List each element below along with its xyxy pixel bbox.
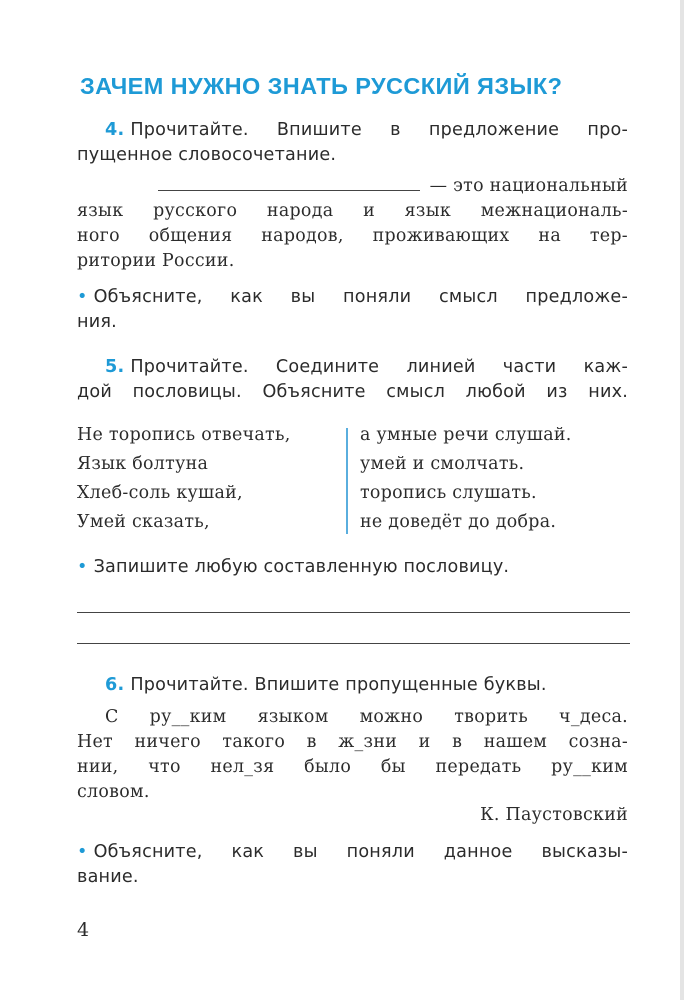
- ex4-answer-blank[interactable]: [158, 176, 420, 191]
- ex4-task-line-1: 4. Прочитайте. Впишите в предложение про-: [105, 120, 628, 140]
- ex5-bullet: • Запишите любую составленную пословицу.: [77, 557, 510, 577]
- ex6-text-line-2: Нет ничего такого в ж_зни и в нашем созна-: [77, 732, 628, 752]
- column-divider: [346, 428, 348, 534]
- quote-author: К. Паустовский: [480, 805, 628, 825]
- ex6-text-line-3: нии, что нел_зя было бы передать ру__ким: [77, 757, 628, 777]
- ex4-text-line-4: ритории России.: [77, 251, 235, 271]
- proverb-left-1: Не торопись отвечать,: [77, 425, 291, 445]
- bullet-icon: •: [77, 557, 88, 577]
- bullet-icon: •: [77, 287, 88, 307]
- writing-line-1[interactable]: [77, 612, 630, 613]
- bullet-icon: •: [77, 842, 88, 862]
- ex6-text-line-1: С ру__ким языком можно творить ч_деса.: [105, 707, 628, 727]
- ex4-number: 4.: [105, 120, 125, 140]
- proverb-left-3: Хлеб-соль кушай,: [77, 483, 243, 503]
- proverb-right-2: умей и смолчать.: [360, 454, 525, 474]
- ex4-text-line-3: ного общения народов, проживающих на тер-: [77, 226, 628, 246]
- ex4-text-line-2: язык русского народа и язык межнациональ-: [77, 201, 628, 221]
- ex6-text-line-4: словом.: [77, 782, 150, 802]
- ex5-task-line-1: 5. Прочитайте. Соедините линией части каж-: [105, 357, 628, 377]
- proverb-left-4: Умей сказать,: [77, 512, 210, 532]
- proverb-right-4: не доведёт до добра.: [360, 512, 557, 532]
- ex6-number: 6.: [105, 675, 125, 695]
- ex4-text-line-1: — это национальный: [105, 174, 628, 198]
- ex6-bullet-line-1: • Объясните, как вы поняли данное высказы-: [77, 842, 628, 862]
- writing-line-2[interactable]: [77, 643, 630, 644]
- page-title: ЗАЧЕМ НУЖНО ЗНАТЬ РУССКИЙ ЯЗЫК?: [80, 73, 563, 99]
- proverb-left-2: Язык болтуна: [77, 454, 209, 474]
- proverb-right-1: а умные речи слушай.: [360, 425, 572, 445]
- ex4-task-line-2: пущенное словосочетание.: [77, 145, 337, 165]
- ex4-bullet-line-1: • Объясните, как вы поняли смысл предложе-: [77, 287, 628, 307]
- page-edge: [680, 0, 684, 1000]
- ex6-bullet-line-2: вание.: [77, 867, 139, 887]
- page-number: 4: [77, 919, 90, 941]
- proverb-right-3: торопись слушать.: [360, 483, 537, 503]
- ex5-number: 5.: [105, 357, 125, 377]
- ex6-task: 6. Прочитайте. Впишите пропущенные буквы.: [105, 675, 547, 695]
- ex5-task-line-2: дой пословицы. Объясните смысл любой из них.: [77, 382, 628, 402]
- ex4-bullet-line-2: ния.: [77, 312, 117, 332]
